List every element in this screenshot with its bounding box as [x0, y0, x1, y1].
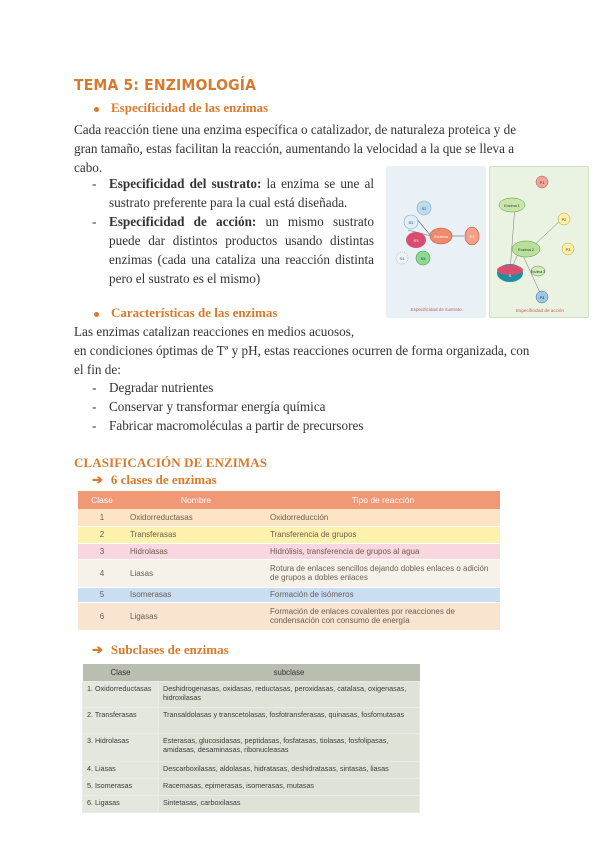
- sub1-heading: ➔ 6 clases de enzimas: [92, 472, 217, 487]
- list-item: - Fabricar macromoléculas a partir de precursores: [92, 418, 364, 433]
- sustrato-item: - Especificidad del sustrato: la enzima se une al sustrato preferente para la cual está diseñada.: [92, 176, 374, 210]
- bullet-dot-icon: [94, 107, 99, 112]
- bullet-dot-icon: [94, 312, 99, 317]
- column-header: subclase: [159, 664, 420, 681]
- table-row: 3 Hidrolasas Hidrólisis, transferencia de grupos al agua: [78, 543, 500, 559]
- diagram-label: P1: [539, 181, 545, 185]
- accion-item: - Especificidad de acción: un mismo sustrato puede dar distintos productos usando distintas enzimas (cada una cataliza una reacción distinta pero el sustrato es el mismo): [92, 214, 374, 286]
- arrow-right-icon: ➔: [92, 472, 103, 487]
- table-row: 1. Oxidorreductasas Deshidrogenasas, oxidasas, reductasas, peroxidasas, catalasa, oxigenasas, hidroxilasas: [83, 681, 420, 707]
- list-item: - Conservar y transformar energía química: [92, 399, 326, 414]
- sustrato-text: la enzima se une al sustrato preferente para la cual está diseñada.: [109, 176, 374, 210]
- diagram-label: E1: [469, 234, 475, 239]
- list-item: - Degradar nutrientes: [92, 380, 214, 395]
- column-header: Nombre: [126, 491, 266, 509]
- caracteristicas-line1: Las enzimas catalizan reacciones en medios acuosos,: [74, 324, 355, 339]
- diagram-label: S4: [399, 256, 405, 261]
- table-header-row: [83, 664, 420, 681]
- accion-term: Especificidad de acción:: [109, 214, 257, 229]
- diagram-label: Enzima 1: [504, 204, 520, 208]
- table-row: 4 Liasas Rotura de enlaces sencillos dejando dobles enlaces o adición de grupos a dobles enlaces: [78, 559, 500, 587]
- table-row: 1 Oxidorreductasas Oxidorreducción: [78, 509, 500, 526]
- diagram-label: P2: [561, 218, 567, 222]
- diagram-label: S: [508, 274, 512, 278]
- diagram-label: P4: [539, 296, 545, 300]
- diagram-label: Enzima 3: [530, 270, 546, 274]
- enzyme-classes-table: [78, 491, 500, 631]
- column-header: Clase: [78, 491, 126, 509]
- table-row: 6 Ligasas Formación de enlaces covalentes por reacciones de condensación con consumo de energía: [78, 602, 500, 630]
- diagram-label: S1: [408, 220, 414, 225]
- page-title: TEMA 5: ENZIMOLOGÍA: [74, 76, 257, 94]
- diagram-label: S5: [420, 256, 426, 261]
- clasificacion-heading: CLASIFICACIÓN DE ENZIMAS: [74, 455, 268, 470]
- diagram-caption: Especificidad de sustrato: [410, 307, 462, 312]
- diagram-label: Enzima 2: [518, 248, 534, 252]
- table-row: 2. Transferasas Transaldolasas y transcetolasas, fosfotransferasas, quinasas, fosfomutasas: [83, 707, 420, 733]
- table-row: 5 Isomerasas Formación de isómeros: [78, 587, 500, 602]
- table-row: 5. Isomerasas Racemasas, epimerasas, isomerasas, mutasas: [83, 778, 420, 795]
- sustrato-term: Especificidad del sustrato:: [109, 176, 262, 191]
- action-diagram-svg: [490, 167, 590, 319]
- accion-text: un mismo sustrato puede dar distintos productos usando distintas enzimas (cada una cataliza una reacción distinta pero el sustrato es el mismo): [109, 214, 374, 286]
- diagram-label: P3: [565, 248, 571, 252]
- diagram-label: S3: [413, 238, 419, 243]
- diagram-label: S2: [421, 206, 427, 211]
- especificidad-heading: Especificidad de las enzimas: [94, 100, 268, 116]
- table-row: 2 Transferasas Transferencia de grupos: [78, 526, 500, 543]
- especificidad-intro: Cada reacción tiene una enzima específica o catalizador, de naturaleza proteica y de gran tamaño, estas facilitan la reacción, aumentando la velocidad a la que se lleva a cabo.: [74, 122, 517, 175]
- table-header-row: [78, 491, 500, 509]
- table-row: 3. Hidrolasas Esterasas, glucosidasas, peptidasas, fosfatasas, tiolasas, fosfolipasas, amidasas, desaminasas, ribonucleasas: [83, 733, 420, 761]
- diagram-caption: Especificidad de acción: [515, 308, 565, 313]
- specificity-action-diagram: [489, 166, 589, 318]
- diagram-label: Enzima: [434, 234, 448, 239]
- substrate-diagram-svg: [386, 166, 486, 318]
- table-row: 6. Ligasas Sintetasas, carboxilasas: [83, 795, 420, 812]
- caracteristicas-line2: en condiciones óptimas de Tª y pH, estas reacciones ocurren de forma organizada, con el fin de:: [74, 343, 530, 377]
- column-header: Tipo de reacción: [266, 491, 500, 509]
- arrow-right-icon: ➔: [92, 642, 103, 657]
- sub2-heading: ➔ Subclases de enzimas: [92, 642, 229, 657]
- specificity-substrate-diagram: [386, 166, 486, 318]
- caracteristicas-heading: Características de las enzimas: [94, 305, 277, 321]
- column-header: Clase: [83, 664, 159, 681]
- enzyme-subclasses-table: [82, 664, 420, 813]
- table-row: 4. Liasas Descarboxilasas, aldolasas, hidratasas, deshidratasas, sintasas, liasas: [83, 761, 420, 778]
